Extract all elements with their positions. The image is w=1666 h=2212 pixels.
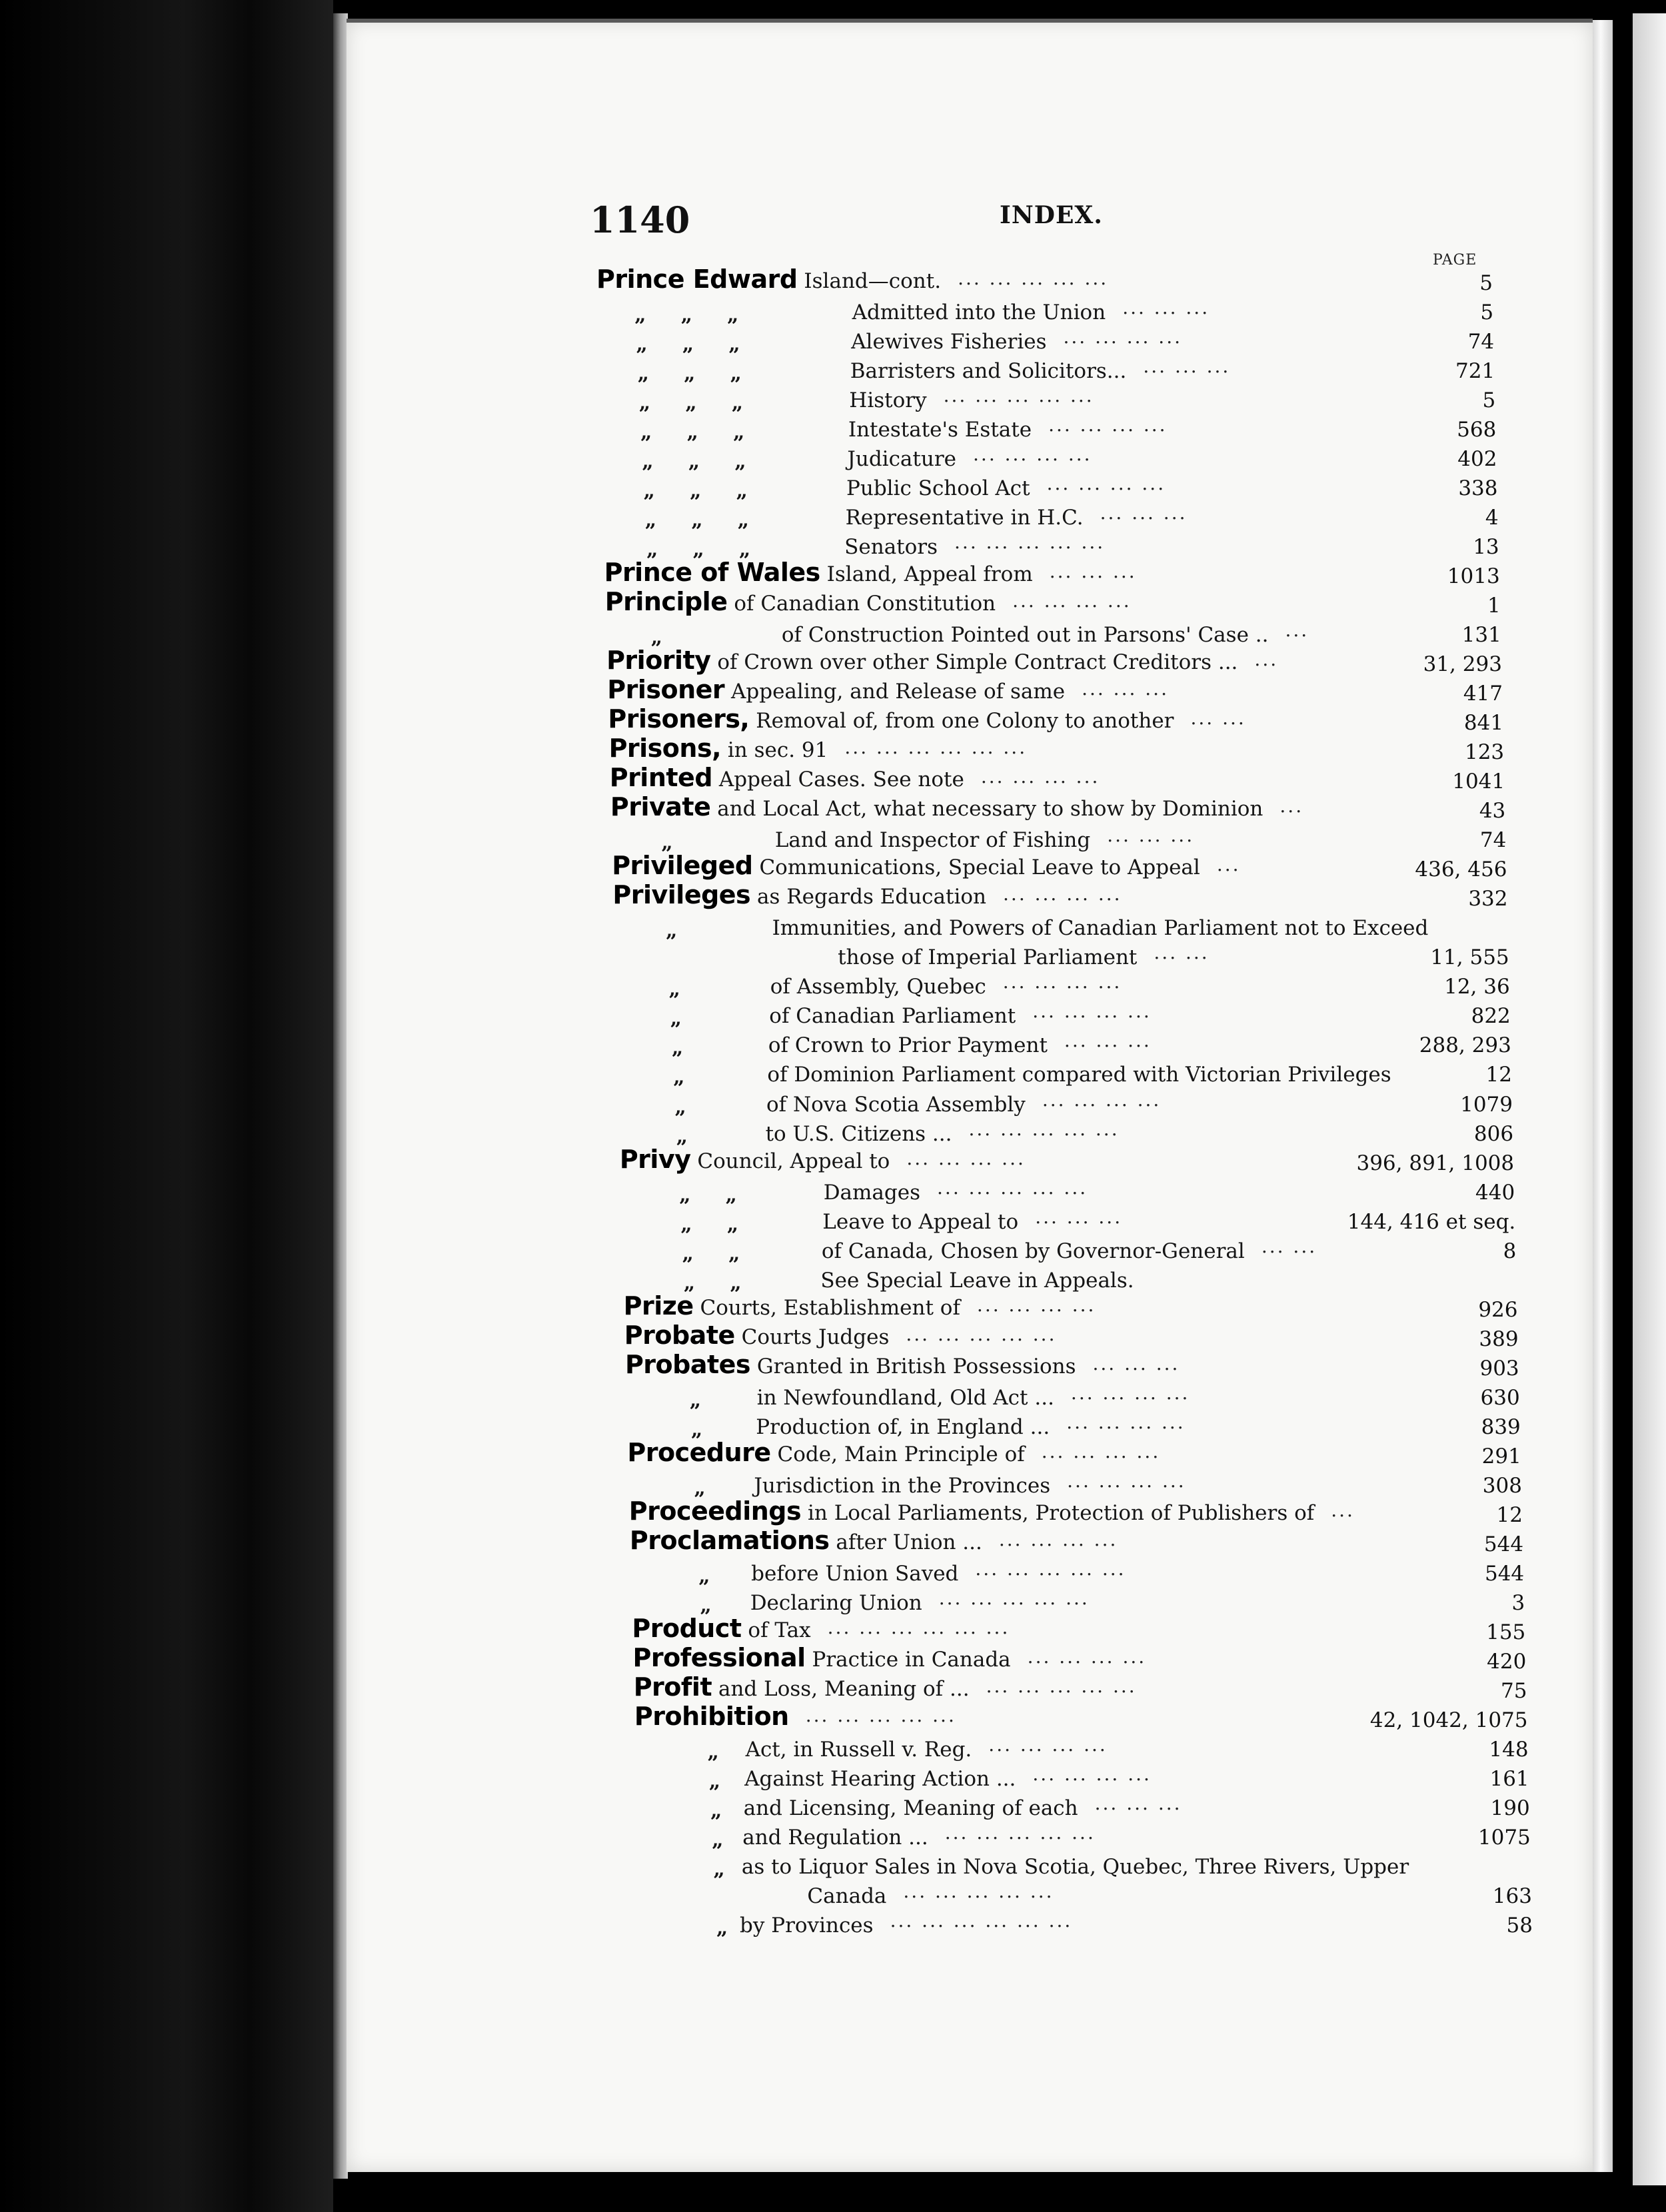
leader-dots: ... ... ... ... ...: [986, 1674, 1137, 1697]
ditto-mark: „: [708, 1769, 721, 1793]
page-reference: 389: [1479, 1327, 1519, 1351]
index-entry: [756, 1414, 1050, 1440]
page-reference: 12: [1485, 1063, 1512, 1087]
index-entry: [847, 446, 956, 472]
index-entry: [849, 387, 926, 414]
page-reference: 332: [1468, 887, 1508, 911]
leader-dots: ... ... ... ... ...: [968, 1117, 1120, 1140]
entry-heading: Prince of Wales: [604, 558, 820, 588]
leader-dots: ... ... ... ... ...: [937, 1176, 1088, 1199]
leader-dots: ... ... ... ...: [1003, 883, 1122, 905]
ditto-mark: „: [712, 1828, 724, 1852]
entry-heading: Proceedings: [628, 1496, 802, 1526]
page-reference: 163: [1492, 1884, 1532, 1908]
ditto-mark: „ „ „: [646, 538, 751, 562]
index-entry: [767, 1061, 1391, 1088]
entry-text: and Local Act, what necessary to show by Dominion: [717, 797, 1263, 822]
entry-text: after Union ...: [836, 1530, 982, 1554]
page-reference: 43: [1479, 799, 1506, 824]
entry-text: in sec. 91: [727, 738, 828, 763]
ditto-mark: „ „ „: [638, 391, 744, 415]
page-reference: 402: [1457, 447, 1497, 472]
page-reference: 839: [1481, 1414, 1521, 1439]
ditto-mark: „: [672, 1036, 684, 1060]
index-entry: [609, 735, 828, 764]
leader-dots: ... ... ... ... ...: [943, 384, 1094, 407]
leader-dots: ...: [1285, 619, 1309, 642]
leader-dots: ...: [1254, 648, 1279, 671]
entry-text: as to Liquor Sales in Nova Scotia, Quebec, Three Rivers, Upper: [741, 1854, 1409, 1879]
page-reference: 161: [1489, 1766, 1529, 1791]
ditto-mark: „ „ „: [642, 450, 746, 474]
page-reference: 822: [1471, 1004, 1511, 1029]
index-entry: [612, 881, 986, 910]
index-entry: [775, 827, 1090, 853]
entry-text: Alewives Fisheries: [851, 330, 1047, 354]
entry-text: Island, Appeal from: [826, 562, 1033, 587]
entry-text: Appealing, and Release of same: [731, 680, 1066, 704]
entry-text: to U.S. Citizens ...: [765, 1121, 952, 1146]
index-entry: [634, 1674, 970, 1702]
entry-text: Practice in Canada: [812, 1647, 1011, 1672]
ditto-mark: „ „ „: [636, 332, 740, 356]
ditto-mark: „ „: [682, 1241, 740, 1265]
entry-text: before Union Saved: [751, 1561, 959, 1586]
entry-heading: Product: [632, 1613, 742, 1643]
index-entry: [751, 1560, 958, 1587]
page-reference: 926: [1478, 1297, 1518, 1322]
entry-text: History: [849, 388, 927, 413]
entry-heading: Priority: [606, 646, 711, 676]
entry-text: Land and Inspector of Fishing: [774, 828, 1091, 853]
entry-text: Removal of, from one Colony to another: [756, 709, 1174, 734]
page-reference: 1079: [1460, 1092, 1513, 1117]
ditto-mark: „: [698, 1564, 710, 1588]
index-entry: [742, 1854, 1409, 1880]
entry-text: Intestate's Estate: [848, 418, 1032, 442]
index-entry: [629, 1498, 1314, 1526]
entry-text: Island—cont.: [804, 269, 942, 293]
index-entry: [851, 328, 1046, 355]
ditto-mark: „ „ „: [634, 303, 739, 327]
index-entry: [820, 1267, 1134, 1294]
page-reference: 721: [1455, 359, 1495, 384]
index-entry: [608, 706, 1174, 734]
entry-heading: Probate: [624, 1320, 735, 1350]
page-reference: 3: [1511, 1590, 1525, 1615]
entry-text: of Canada, Chosen by Governor-General: [821, 1239, 1245, 1263]
index-entry: [822, 1238, 1245, 1265]
page-title: INDEX.: [1000, 201, 1103, 229]
ditto-mark: „ „: [680, 1212, 739, 1236]
entry-text: of Crown over other Simple Contract Creditors ...: [717, 650, 1238, 675]
page-reference: 417: [1463, 682, 1503, 706]
page-reference: 190: [1490, 1796, 1530, 1820]
leader-dots: ...: [1216, 853, 1241, 876]
index-entry: [838, 944, 1137, 971]
entry-text: Production of, in England ...: [756, 1414, 1050, 1439]
entry-text: Council, Appeal to: [697, 1149, 890, 1173]
page-reference: 544: [1484, 1561, 1525, 1586]
page-reference: 568: [1457, 418, 1497, 442]
entry-text: and Loss, Meaning of ...: [718, 1676, 970, 1701]
ditto-mark: „: [661, 831, 673, 855]
index-entry: [607, 676, 1065, 705]
index-entry: [630, 1527, 982, 1556]
page-column-label: PAGE: [1433, 252, 1477, 269]
ditto-mark: „: [691, 1417, 703, 1441]
page-reference: 5: [1480, 300, 1494, 325]
ditto-mark: „: [670, 1007, 682, 1031]
entry-text: Leave to Appeal to: [822, 1209, 1019, 1234]
ditto-mark: „: [673, 1065, 685, 1089]
index-entry: [625, 1351, 1076, 1380]
index-entry: [744, 1766, 1016, 1792]
leader-dots: ... ... ...: [1100, 502, 1188, 524]
page-reference: 31, 293: [1423, 652, 1502, 677]
index-entry: [766, 1121, 952, 1147]
index-entry: [807, 1883, 886, 1910]
ditto-mark: „ „ „: [643, 479, 748, 503]
entry-text: Against Hearing Action ...: [744, 1766, 1016, 1791]
index-entry: [852, 299, 1106, 326]
entry-text: of Nova Scotia Assembly: [766, 1092, 1026, 1117]
entry-text: Senators: [844, 535, 938, 560]
ditto-mark: „: [716, 1916, 728, 1939]
page-reference: 144, 416 et seq.: [1347, 1209, 1516, 1234]
leader-dots: ... ... ... ...: [906, 1147, 1026, 1169]
leader-dots: ... ... ...: [1094, 1792, 1182, 1814]
leader-dots: ... ... ... ... ...: [944, 1821, 1096, 1844]
ditto-mark: „: [674, 1095, 686, 1119]
leader-dots: ... ...: [1190, 707, 1246, 730]
leader-dots: ... ... ... ...: [1070, 1381, 1190, 1404]
ditto-mark: „ „ „: [640, 420, 745, 444]
leader-dots: ... ... ...: [1107, 824, 1195, 847]
page-reference: 1013: [1447, 564, 1500, 589]
entry-heading: Prince Edward: [596, 265, 798, 294]
leader-dots: ... ... ... ... ...: [903, 1880, 1054, 1902]
leader-dots: ... ... ... ...: [1067, 1469, 1186, 1492]
entry-text: of Canadian Constitution: [734, 592, 996, 616]
entry-text: Granted in British Possessions: [756, 1354, 1076, 1379]
entry-heading: Profit: [633, 1672, 712, 1702]
index-entry: [768, 1032, 1048, 1059]
leader-dots: ... ... ... ... ...: [906, 1323, 1057, 1345]
entry-text: in Local Parliaments, Protection of Publishers of: [807, 1500, 1315, 1525]
leader-dots: ... ... ... ...: [980, 766, 1100, 788]
leader-dots: ... ... ...: [1143, 355, 1231, 378]
entry-heading: Prisoner: [607, 675, 725, 705]
ditto-mark: „: [689, 1388, 702, 1412]
page-reference: 4: [1485, 506, 1499, 530]
page-reference: 131: [1461, 623, 1501, 648]
ditto-mark: „: [650, 626, 663, 650]
index-entry: [634, 1703, 789, 1732]
entry-text: Courts, Establishment of: [700, 1295, 960, 1320]
index-entry: [605, 588, 996, 617]
entry-text: Public School Act: [846, 476, 1030, 501]
index-entry: [620, 1146, 890, 1175]
page-reference: 74: [1467, 330, 1495, 354]
entry-heading: Printed: [609, 763, 713, 793]
entry-heading: Proclamations: [629, 1525, 830, 1555]
page-reference: 11, 555: [1430, 945, 1509, 970]
page-reference: 436, 456: [1415, 857, 1507, 882]
leader-dots: ... ... ... ...: [976, 1293, 1096, 1316]
entry-text: Representative in H.C.: [845, 506, 1084, 530]
leader-dots: ... ... ... ... ... ...: [827, 1616, 1010, 1638]
index-entry: [846, 504, 1084, 531]
entry-text: Jurisdiction in the Provinces: [754, 1473, 1051, 1498]
index-entry: [824, 1179, 920, 1206]
page-reference: 630: [1480, 1385, 1520, 1410]
page-reference: 148: [1489, 1737, 1529, 1762]
ditto-mark: „ „: [679, 1183, 737, 1207]
entry-heading: Prohibition: [634, 1701, 789, 1731]
entry-heading: Probates: [624, 1349, 751, 1379]
index-entry: [766, 1091, 1026, 1118]
index-entry: [782, 622, 1269, 648]
leader-dots: ... ... ... ...: [973, 443, 1092, 466]
leader-dots: ... ... ... ...: [1066, 1410, 1186, 1433]
index-entry: [757, 1384, 1054, 1411]
entry-heading: Professional: [632, 1642, 806, 1672]
index-entry: [744, 1795, 1078, 1822]
leader-dots: ... ... ... ...: [1063, 326, 1183, 348]
index-entry: [772, 915, 1429, 941]
entry-text: of Crown to Prior Payment: [768, 1033, 1048, 1058]
entry-text: and Licensing, Meaning of each: [743, 1796, 1078, 1820]
entry-text: Courts Judges: [741, 1325, 890, 1349]
entry-heading: Private: [610, 792, 711, 822]
leader-dots: ... ... ...: [1092, 1352, 1180, 1375]
index-entry: [742, 1824, 928, 1851]
page-reference: 42, 1042, 1075: [1369, 1708, 1528, 1732]
page-reference: 12: [1496, 1502, 1523, 1527]
entry-text: See Special Leave in Appeals.: [820, 1268, 1134, 1293]
entry-heading: Procedure: [627, 1437, 771, 1467]
page-reference: 12, 36: [1444, 975, 1510, 999]
leader-dots: ... ... ... ...: [998, 1528, 1118, 1550]
leader-dots: ...: [1279, 795, 1304, 818]
page-reference: 288, 293: [1419, 1033, 1511, 1058]
entry-heading: Privileged: [612, 851, 753, 881]
ditto-mark: „: [666, 919, 678, 943]
index-entry: [610, 764, 964, 793]
entry-text: and Regulation ...: [742, 1825, 928, 1850]
entry-text: as Regards Education: [757, 885, 987, 909]
entry-text: Judicature: [847, 447, 957, 472]
leader-dots: ... ... ... ... ...: [954, 531, 1106, 554]
leader-dots: ... ...: [1154, 941, 1210, 964]
page-reference: 5: [1479, 271, 1493, 295]
leader-dots: ... ...: [1261, 1235, 1317, 1257]
leader-dots: ... ... ... ...: [1042, 1088, 1162, 1111]
entry-text: Damages: [823, 1180, 921, 1205]
index-entry: [610, 794, 1263, 822]
page-reference: 420: [1487, 1649, 1527, 1674]
leader-dots: ... ... ... ...: [1046, 472, 1166, 495]
ditto-mark: „: [707, 1740, 719, 1764]
leader-dots: ... ... ...: [1035, 1205, 1123, 1228]
index-entry: [848, 416, 1032, 443]
leader-dots: ...: [1331, 1498, 1355, 1521]
page-reference: 74: [1479, 828, 1507, 853]
ditto-mark: „: [710, 1798, 722, 1822]
index-entry: [754, 1472, 1050, 1499]
page-reference: 308: [1482, 1473, 1522, 1498]
index-entry: [612, 852, 1200, 881]
leader-dots: ... ... ... ...: [988, 1733, 1108, 1756]
index-entry: [627, 1439, 1024, 1468]
page-reference: 13: [1473, 535, 1499, 560]
entry-text: by Provinces: [740, 1914, 874, 1937]
leader-dots: ... ... ... ...: [1027, 1645, 1147, 1668]
index-entry: [850, 358, 1127, 384]
leader-dots: ... ... ... ...: [1002, 971, 1122, 993]
index-entry: [632, 1615, 810, 1644]
leader-dots: ... ... ...: [1064, 1029, 1152, 1052]
leader-dots: ... ... ... ... ... ...: [844, 736, 1028, 759]
entry-heading: Prize: [623, 1291, 694, 1321]
ditto-mark: „ „ „: [644, 508, 750, 532]
index-entry: [846, 475, 1030, 502]
entry-text: Immunities, and Powers of Canadian Parliament not to Exceed: [772, 916, 1429, 941]
leader-dots: ... ... ... ...: [1032, 1762, 1152, 1785]
entry-text: of Dominion Parliament compared with Victorian Privileges: [767, 1063, 1391, 1087]
leader-dots: ... ... ...: [1049, 560, 1137, 583]
page-reference: 155: [1486, 1620, 1526, 1644]
page-reference: 58: [1506, 1914, 1533, 1937]
index-entry: [624, 1293, 960, 1321]
leader-dots: ... ... ... ... ...: [975, 1557, 1126, 1580]
page-reference: 291: [1481, 1444, 1521, 1468]
entry-text: in Newfoundland, Old Act ...: [756, 1385, 1054, 1410]
entry-text: Admitted into the Union: [852, 300, 1106, 325]
entry-text: Communications, Special Leave to Appeal: [759, 855, 1200, 880]
entry-heading: Prisoners,: [608, 704, 750, 734]
leader-dots: ... ... ...: [1122, 296, 1210, 319]
leader-dots: ... ... ... ... ...: [958, 267, 1109, 289]
index-entry: [604, 559, 1033, 588]
ditto-mark: „ „: [683, 1271, 742, 1295]
entry-text: those of Imperial Parliament: [838, 945, 1138, 970]
page-reference: 806: [1473, 1121, 1514, 1146]
ditto-mark: „: [700, 1593, 712, 1617]
entry-text: of Assembly, Quebec: [770, 975, 986, 999]
page-reference: 75: [1500, 1678, 1527, 1703]
page-reference: 544: [1483, 1532, 1524, 1556]
leader-dots: ... ... ... ...: [1048, 414, 1168, 436]
index-entry: [746, 1736, 972, 1763]
leader-dots: ... ... ... ...: [1032, 1000, 1152, 1023]
ditto-mark: „: [676, 1124, 688, 1148]
entry-heading: Privy: [619, 1144, 691, 1174]
ditto-mark: „: [713, 1857, 725, 1881]
leader-dots: ... ... ... ...: [1041, 1440, 1161, 1462]
page-reference: 1041: [1452, 770, 1505, 794]
index-entry: [844, 534, 938, 560]
entry-text: Canada: [807, 1884, 887, 1908]
entry-text: Appeal Cases. See note: [718, 768, 964, 792]
entry-text: of Construction Pointed out in Parsons' Case ..: [781, 623, 1269, 648]
ditto-mark: „: [668, 977, 680, 1001]
page-reference: 903: [1479, 1356, 1519, 1381]
page-reference: 396, 891, 1008: [1356, 1151, 1515, 1175]
entry-heading: Privileges: [612, 880, 751, 910]
index-entry: [624, 1322, 890, 1351]
ditto-mark: „ „ „: [637, 362, 742, 386]
page-reference: 440: [1475, 1180, 1515, 1205]
entry-text: Code, Main Principle of: [777, 1442, 1025, 1466]
page-reference: 338: [1458, 476, 1498, 501]
leader-dots: ... ... ... ...: [1012, 590, 1132, 612]
ditto-mark: „: [694, 1476, 706, 1500]
index-entry: [769, 1003, 1016, 1029]
entry-text: Declaring Union: [750, 1590, 922, 1615]
index-entry: [750, 1590, 922, 1616]
page-reference: 123: [1464, 740, 1505, 765]
index-entry: [740, 1912, 874, 1939]
page-reference: 8: [1503, 1239, 1517, 1263]
index-entry: [770, 973, 986, 1000]
page-reference: 841: [1463, 711, 1504, 736]
index-entry: [606, 647, 1238, 676]
index-entry: [596, 266, 941, 294]
entry-heading: Principle: [604, 587, 728, 617]
leader-dots: ... ... ... ... ...: [938, 1586, 1090, 1609]
leader-dots: ... ... ... ... ...: [805, 1704, 956, 1726]
leader-dots: ... ... ...: [1082, 678, 1169, 700]
entry-text: Act, in Russell v. Reg.: [745, 1737, 972, 1762]
entry-text: of Tax: [748, 1618, 811, 1642]
leader-dots: ... ... ... ... ... ...: [890, 1910, 1073, 1932]
page-reference: 1075: [1477, 1825, 1531, 1850]
page-reference: 1: [1487, 594, 1501, 618]
entry-text: of Canadian Parliament: [769, 1004, 1016, 1029]
entry-heading: Prisons,: [608, 734, 722, 764]
page-number: 1140: [590, 199, 690, 241]
index-entry: [633, 1644, 1011, 1673]
page-reference: 5: [1482, 388, 1496, 413]
entry-text: Barristers and Solicitors...: [850, 359, 1127, 384]
index-entry: [822, 1209, 1018, 1235]
